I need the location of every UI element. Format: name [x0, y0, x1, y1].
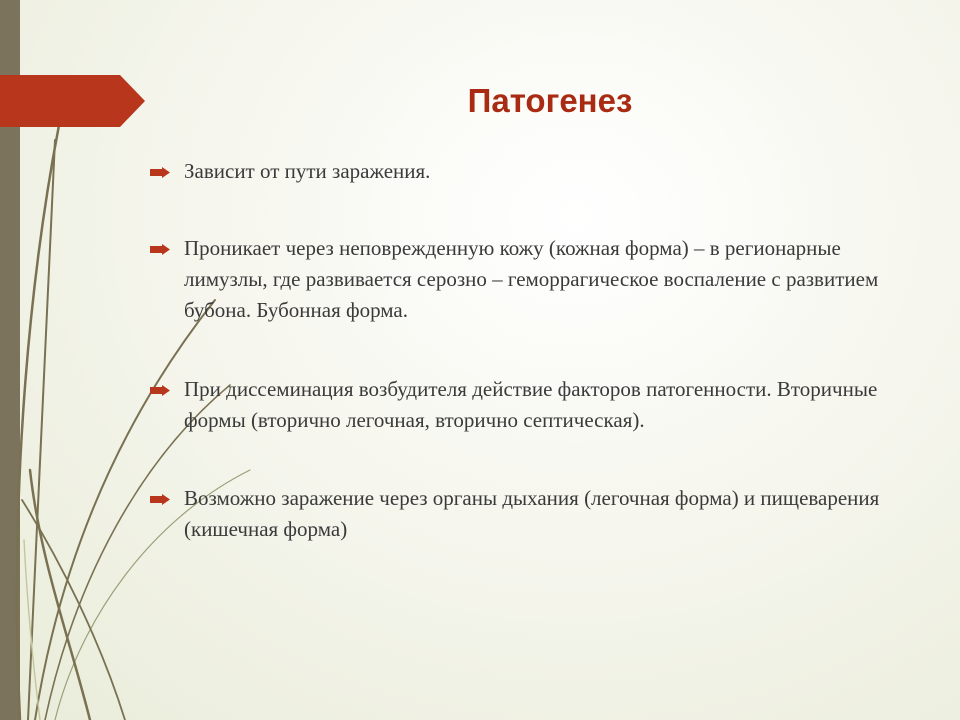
slide-title: Патогенез [467, 82, 633, 119]
bullet-item [150, 156, 890, 187]
bullet-item [150, 233, 890, 326]
bullet-item [150, 374, 890, 436]
bullet-list [150, 156, 890, 545]
bullet-item [150, 483, 890, 545]
arrow-bullet-icon [150, 385, 170, 396]
bullet-text: При диссеминация возбудителя действие факторов патогенности. Вторичные формы (вторично легочная, вторично септическая). [184, 377, 878, 432]
bullet-text: Проникает через неповрежденную кожу (кожная форма) – в регионарные лимузлы, где развивается серозно – геморрагическое воспаление с развитием бубона. Бубонная форма. [184, 236, 879, 322]
arrow-bullet-icon [150, 167, 170, 178]
bullet-text: Зависит от пути заражения. [184, 159, 431, 183]
bullet-text: Возможно заражение через органы дыхания (легочная форма) и пищеварения (кишечная форма) [184, 486, 880, 541]
arrow-bullet-icon [150, 244, 170, 255]
arrow-bullet-icon [150, 494, 170, 505]
